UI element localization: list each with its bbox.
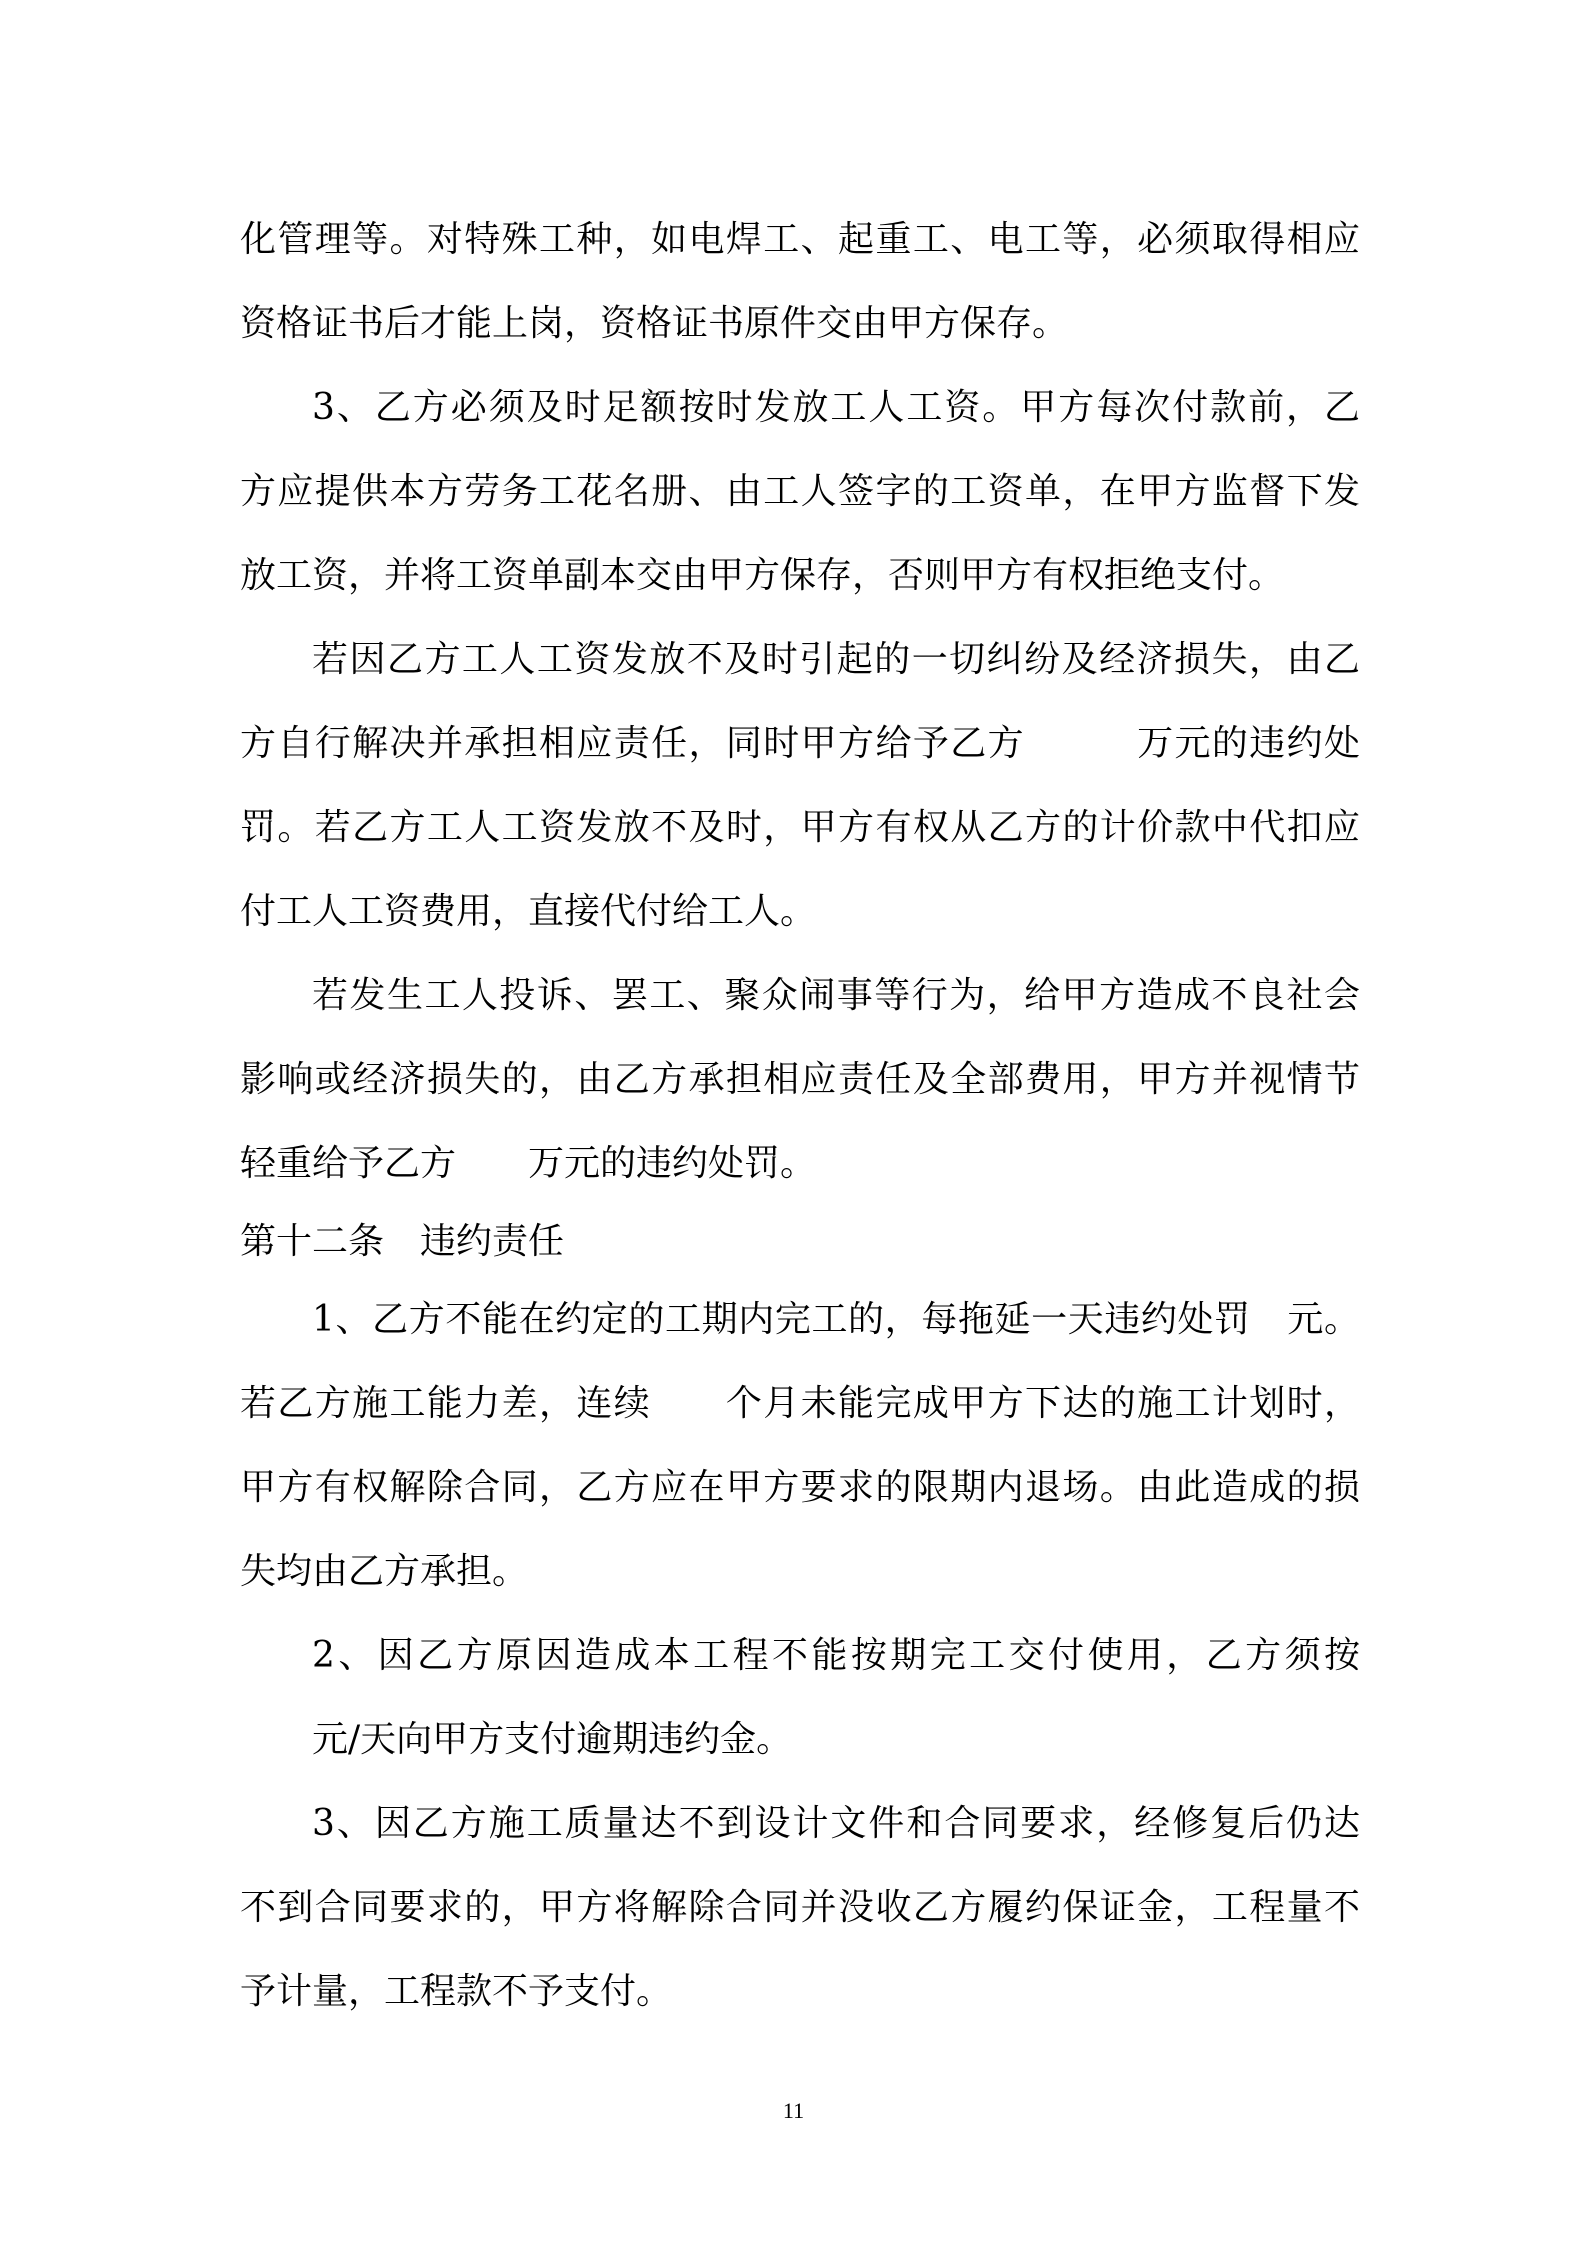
text-line: 元/天向甲方支付逾期违约金。 (312, 1719, 793, 1760)
text-line: 资格证书后才能上岗，资格证书原件交由甲方保存。 (240, 303, 1069, 344)
text-line: 予计量，工程款不予支付。 (240, 1971, 673, 2012)
text-line: 甲方有权解除合同，乙方应在甲方要求的限期内退场。由此造成的损 (240, 1467, 1360, 1508)
text-line: 方应提供本方劳务工花名册、由工人签字的工资单，在甲方监督下发 (240, 471, 1360, 512)
page-number: 11 (782, 2098, 805, 2123)
text-line: 罚。若乙方工人工资发放不及时，甲方有权从乙方的计价款中代扣应 (240, 807, 1360, 848)
clause-1-delay-penalty: 1、乙方不能在约定的工期内完工的，每拖延一天违约处罚 元。 (312, 1299, 1360, 1340)
text-line: 方自行解决并承担相应责任，同时甲方给予乙方 万元的违约处 (240, 723, 1360, 764)
text-line: 失均由乙方承担。 (240, 1551, 529, 1592)
contract-text (240, 198, 1360, 2034)
text-line: 轻重给予乙方 万元的违约处罚。 (240, 1143, 817, 1184)
text-line: 放工资，并将工资单副本交由甲方保存，否则甲方有权拒绝支付。 (240, 555, 1285, 596)
text-line: 若乙方施工能力差，连续 个月未能完成甲方下达的施工计划时， (240, 1383, 1360, 1424)
text-line: 付工人工资费用，直接代付给工人。 (240, 891, 817, 932)
text-line: 影响或经济损失的，由乙方承担相应责任及全部费用，甲方并视情节 (240, 1059, 1360, 1100)
text-line: 不到合同要求的，甲方将解除合同并没收乙方履约保证金，工程量不 (240, 1887, 1360, 1928)
paragraph-wage-disputes: 若因乙方工人工资发放不及时引起的一切纠纷及经济损失，由乙 (312, 639, 1360, 680)
clause-3-quality: 3、因乙方施工质量达不到设计文件和合同要求，经修复后仍达 (312, 1803, 1360, 1844)
paragraph-worker-complaints: 若发生工人投诉、罢工、聚众闹事等行为，给甲方造成不良社会 (312, 975, 1360, 1016)
clause-3-wages: 3、乙方必须及时足额按时发放工人工资。甲方每次付款前，乙 (312, 387, 1360, 428)
text-line: 化管理等。对特殊工种，如电焊工、起重工、电工等，必须取得相应 (240, 219, 1360, 260)
article-12-heading: 第十二条 违约责任 (240, 1221, 565, 1262)
clause-2-overdue: 2、因乙方原因造成本工程不能按期完工交付使用，乙方须按 (312, 1635, 1360, 1676)
